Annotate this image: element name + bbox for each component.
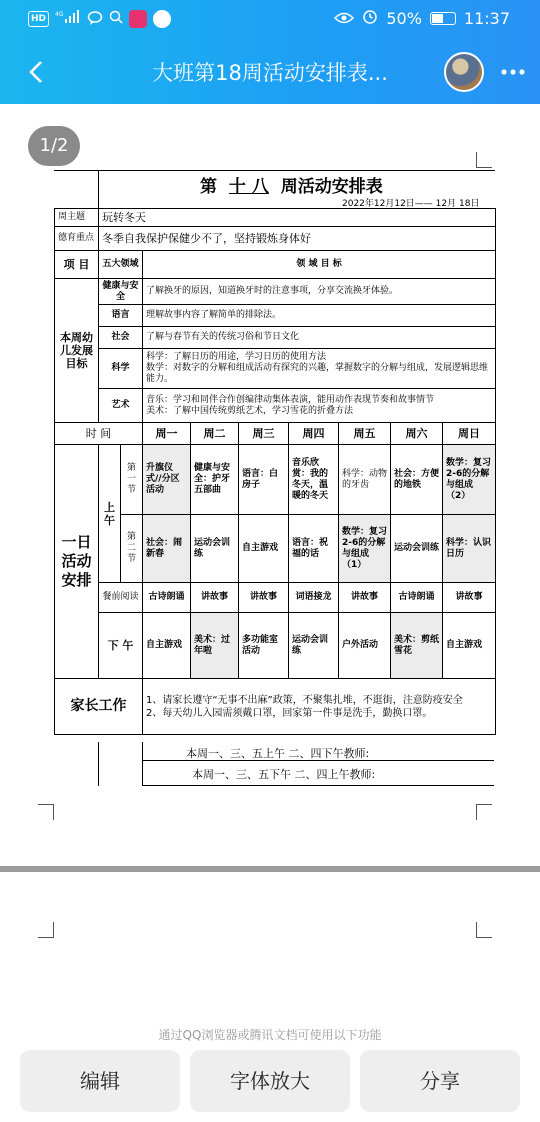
hd-indicator: HD [28,11,49,27]
afternoon-label: 下 午 [99,613,143,679]
reading-cell: 词语接龙 [289,583,339,613]
crop-mark [38,804,54,820]
activity-cell: 音乐欣赏：我的冬天，温暖的冬天 [289,445,339,515]
crop-mark [476,804,492,820]
daily-schedule-label: 一日活动安排 [55,445,99,679]
signal-icon [55,10,81,28]
day-header: 周四 [289,423,339,445]
activity-cell: 自主游戏 [143,613,191,679]
day-header: 周五 [339,423,391,445]
eye-icon [334,9,354,28]
teacher-line-2: 本周一、三、五下午 二、四上午教师: [192,768,376,781]
moral-value: 冬季自我保护保健少不了，坚持锻炼身体好 [99,227,496,251]
top-bar [0,0,540,104]
goal-text-line: 科学：了解日历的用途，学习日历的使用方法 [146,352,327,362]
activity-cell: 户外活动 [339,613,391,679]
area-goal-label: 领 域 目 标 [143,251,496,279]
search-icon [109,10,123,28]
section1-label: 第一节 [121,445,143,515]
reading-cell: 古诗朗诵 [391,583,443,613]
goal-area: 社会 [99,327,143,349]
more-dots-icon[interactable] [500,60,530,90]
moral-label: 德育重点 [55,227,99,251]
sheet-title [200,172,383,197]
goal-text-line: 数学：对数字的分解和组成活动有探究的兴趣，掌握数字的分解与组成，发展逻辑思维能力。 [146,363,489,384]
edit-button[interactable]: 编辑 [20,1050,180,1112]
crop-mark [476,922,492,938]
weekly-goal-label: 本周幼儿发展目标 [55,279,99,423]
goal-area: 艺术 [99,389,143,423]
reading-cell: 讲故事 [339,583,391,613]
app-notification-icon [129,10,147,28]
teacher-mid-rule [142,742,143,786]
sheet-title-prefix: 第 [200,177,217,197]
five-areas-label: 五大领域 [99,251,143,279]
activity-cell: 运动会训练 [191,515,239,583]
avatar[interactable] [444,52,484,92]
goal-text: 了解换牙的原因，知道换牙时的注意事项，分享交流换牙体验。 [143,279,496,305]
reading-cell: 讲故事 [443,583,496,613]
status-bar [0,0,540,40]
activity-cell: 自主游戏 [239,515,289,583]
browser-notification-icon [153,10,171,28]
goal-text: 理解故事内容了解简单的排除法。 [143,305,496,327]
activity-cell: 美术：过年啦 [191,613,239,679]
sheet-title-suffix: 周活动安排表 [280,177,383,197]
date-range: 2022年12月12日—— 12月 18日 [342,199,480,209]
activity-cell: 美术：剪纸雪花 [391,613,443,679]
parent-work-line: 1、请家长遵守“无事不出麻”政策，不聚集扎堆，不逛街，注意防疫安全 [146,694,463,706]
enlarge-font-button[interactable]: 字体放大 [190,1050,350,1112]
share-button[interactable]: 分享 [360,1050,520,1112]
theme-value: 玩转冬天 [99,209,496,227]
teacher-left-rule [98,742,99,786]
activity-cell: 数学：复习2-6的分解与组成（2） [443,445,496,515]
teacher-rule [142,785,494,786]
parent-work-line: 2、每天幼儿入园需须戴口罩，回家第一件事是洗手，勤换口罩。 [146,707,433,719]
reading-cell: 讲故事 [239,583,289,613]
title-top-rule [54,170,495,171]
activity-cell: 多功能室活动 [239,613,289,679]
teacher-line-1: 本周一、三、五上午 二、四下午教师: [186,747,370,760]
reading-cell: 讲故事 [191,583,239,613]
title-left-rule [98,170,99,208]
theme-label: 周主题 [55,209,99,227]
reading-cell: 古诗朗诵 [143,583,191,613]
day-header: 周三 [239,423,289,445]
teacher-rule [142,760,494,761]
goal-text: 了解与春节有关的传统习俗和节日文化 [143,327,496,349]
goal-text-line: 音乐：学习和同伴合作创编律动集体表演，能用动作表现节奏和故事情节 [146,394,435,405]
feature-hint: 通过QQ浏览器或腾讯文档可使用以下功能 [158,1028,382,1042]
activity-cell: 升旗仪式//分区活动 [143,445,191,515]
activity-cell: 科学：动物的牙齿 [339,445,391,515]
activity-cell: 社会：方便的地铁 [391,445,443,515]
day-header: 周一 [143,423,191,445]
parent-work-text [143,679,496,735]
goal-area: 科学 [99,349,143,389]
parent-work-label: 家长工作 [55,679,143,735]
item-label: 项 目 [55,251,99,279]
activity-table [54,208,496,735]
battery-icon [430,12,456,25]
time-label: 时 间 [55,423,143,445]
day-header: 周二 [191,423,239,445]
goal-text [143,349,496,389]
activity-cell: 运动会训练 [391,515,443,583]
day-header: 周六 [391,423,443,445]
crop-mark [38,922,54,938]
goal-text-line: 美术：了解中国传统剪纸艺术，学习雪花的折叠方法 [146,405,354,416]
activity-cell: 科学：认识日历 [443,515,496,583]
activity-cell: 自主游戏 [443,613,496,679]
sheet-title-number: 十 八 [228,177,269,197]
activity-cell: 语言：祝福的话 [289,515,339,583]
day-header: 周日 [443,423,496,445]
goal-area: 健康与安全 [99,279,143,305]
activity-cell: 运动会训练 [289,613,339,679]
activity-cell: 健康与安全：护牙五部曲 [191,445,239,515]
back-arrow-icon[interactable] [26,58,52,88]
network-type: 4G [55,11,64,18]
section2-label: 第二节 [121,515,143,583]
activity-cell: 社会：闹新春 [143,515,191,583]
morning-label: 上午 [99,445,121,583]
document-title: 大班第18周活动安排表... [152,61,388,85]
activity-cell: 语言：白房子 [239,445,289,515]
goal-area: 语言 [99,305,143,327]
battery-percent: 50% [386,8,422,28]
page-indicator: 1/2 [28,126,80,166]
reading-label: 餐前阅读 [99,583,143,613]
clock: 11:37 [463,8,510,28]
alarm-icon [362,8,378,28]
goal-text [143,389,496,423]
crop-mark [476,152,492,168]
activity-cell: 数学：复习2-6的分解与组成（1） [339,515,391,583]
chat-icon [87,10,103,28]
